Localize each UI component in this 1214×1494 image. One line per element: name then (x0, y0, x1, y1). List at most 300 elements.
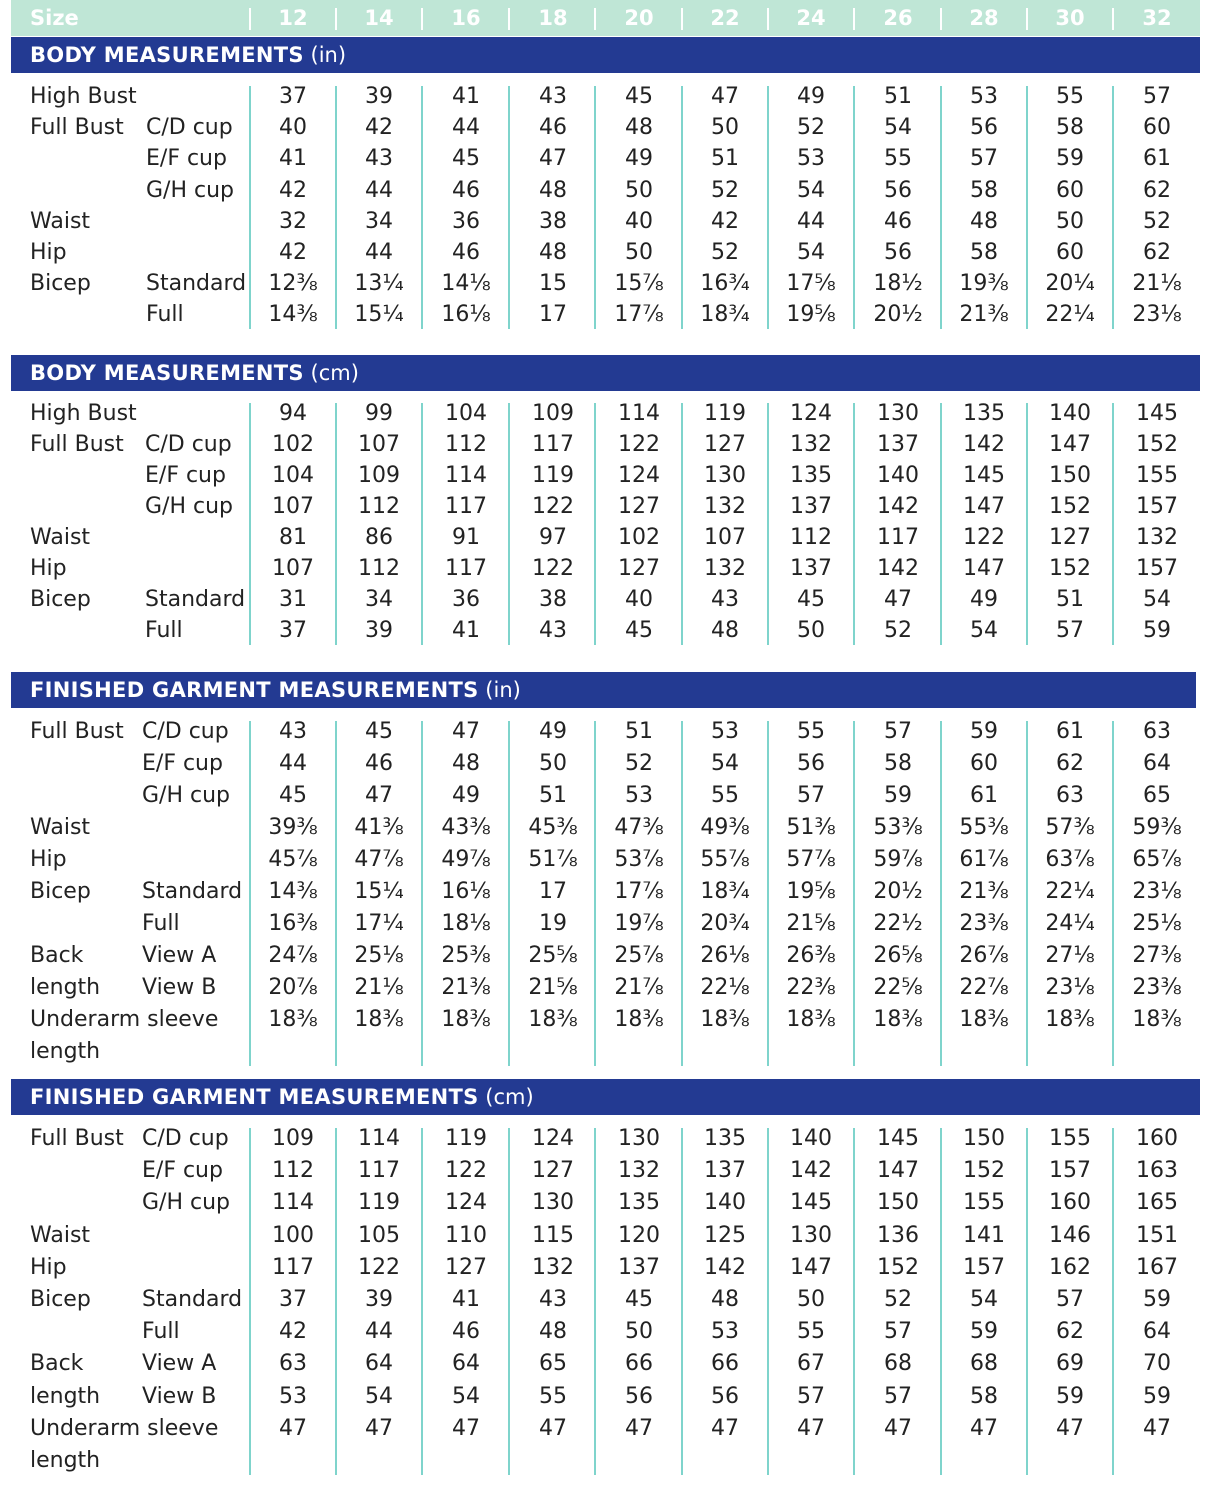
table-cell: 70 (1143, 1351, 1171, 1377)
table-cell: 18⅜ (873, 1007, 923, 1032)
table-cell: 22⅞ (959, 975, 1009, 1000)
table-cell: 22⅜ (786, 975, 836, 1000)
table-cell: 49⅞ (441, 847, 491, 872)
table-cell: 147 (877, 1158, 919, 1184)
table-cell: 55 (884, 146, 912, 172)
table-cell: 142 (704, 1254, 746, 1280)
table-cell: 48 (539, 177, 567, 203)
table-cell: 100 (272, 1222, 314, 1248)
table-cell: 55 (1056, 84, 1084, 109)
table-cell: 127 (704, 432, 746, 457)
table-cell: 47 (797, 1415, 825, 1441)
table-cell: 18⅜ (959, 1007, 1009, 1032)
table-cell: 117 (532, 432, 574, 457)
table-cell: 42 (279, 177, 307, 203)
table-cell: 45 (625, 618, 653, 643)
table-cell: 112 (358, 556, 400, 581)
table-cell: 47 (365, 1415, 393, 1441)
row-label: Full Bust (30, 719, 124, 744)
table-cell: 141 (963, 1222, 1005, 1248)
table-cell: 14⅜ (268, 302, 318, 328)
row-sublabel: C/D cup (142, 1126, 229, 1151)
table-cell: 34 (365, 587, 393, 612)
table-cell: 56 (884, 177, 912, 203)
table-cell: 18⅜ (786, 1007, 836, 1032)
table-cell: 56 (970, 115, 998, 141)
table-cell: 150 (963, 1126, 1005, 1151)
table-cell: 18⅜ (268, 1007, 318, 1032)
table-cell: 60 (1143, 115, 1171, 141)
table-cell: 17 (539, 302, 567, 328)
table-cell: 109 (532, 401, 574, 426)
table-cell: 59⅜ (1132, 815, 1182, 840)
size-divider (508, 8, 510, 30)
table-cell: 137 (790, 556, 832, 581)
table-cell: 130 (618, 1126, 660, 1151)
table-cell: 22½ (873, 911, 923, 936)
table-cell: 45 (452, 146, 480, 172)
table-cell: 53 (797, 146, 825, 172)
table-cell: 65⅞ (1132, 847, 1182, 872)
table-cell: 63⅞ (1045, 847, 1095, 872)
table-cell: 43⅜ (441, 815, 491, 840)
table-cell: 20½ (873, 879, 923, 904)
table-cell: 26⅛ (700, 943, 750, 968)
size-26: 26 (883, 6, 913, 30)
table-cell: 51 (711, 146, 739, 172)
table-cell: 112 (445, 432, 487, 457)
table-cell: 51⅜ (786, 815, 836, 840)
table-cell: 115 (532, 1222, 574, 1248)
table-cell: 36 (452, 587, 480, 612)
table-cell: 117 (358, 1158, 400, 1184)
table-cell: 54 (1143, 587, 1171, 612)
table-cell: 53 (625, 783, 653, 808)
table-cell: 54 (970, 1287, 998, 1312)
table-cell: 48 (970, 208, 998, 234)
table-cell: 17¼ (354, 911, 404, 936)
table-cell: 55 (797, 1319, 825, 1345)
table-cell: 54 (884, 115, 912, 141)
row-label: Hip (30, 556, 67, 581)
row-sublabel: Full (145, 618, 183, 643)
table-cell: 21⅛ (354, 975, 404, 1000)
row-label: Bicep (30, 1287, 91, 1312)
table-cell: 12⅜ (268, 271, 318, 297)
table-cell: 45 (365, 719, 393, 744)
table-cell: 52 (711, 177, 739, 203)
table-cell: 51 (625, 719, 653, 744)
table-cell: 49 (539, 719, 567, 744)
table-cell: 107 (272, 494, 314, 519)
table-cell: 57 (797, 783, 825, 808)
size-divider (594, 8, 596, 30)
table-cell: 117 (445, 494, 487, 519)
row-label: Bicep (30, 879, 91, 904)
row-sublabel: E/F cup (142, 1158, 223, 1184)
section-banner (11, 672, 1196, 708)
row-sublabel: C/D cup (146, 115, 233, 141)
table-cell: 163 (1136, 1158, 1178, 1184)
table-cell: 145 (790, 1190, 832, 1216)
row-sublabel: E/F cup (145, 463, 226, 488)
table-cell: 56 (625, 1383, 653, 1409)
table-cell: 17 (539, 879, 567, 904)
table-cell: 57 (884, 1383, 912, 1409)
table-cell: 21⅛ (1132, 271, 1182, 297)
table-cell: 16⅜ (268, 911, 318, 936)
table-cell: 50 (797, 1287, 825, 1312)
section-banner (11, 1079, 1200, 1115)
table-cell: 49 (970, 587, 998, 612)
table-cell: 18¾ (700, 879, 750, 904)
table-cell: 142 (877, 494, 919, 519)
table-cell: 15⅞ (614, 271, 664, 297)
table-cell: 105 (358, 1222, 400, 1248)
table-cell: 59 (1143, 1383, 1171, 1409)
table-cell: 132 (704, 556, 746, 581)
table-cell: 23⅜ (1132, 975, 1182, 1000)
table-cell: 152 (1049, 494, 1091, 519)
size-28: 28 (969, 6, 999, 30)
size-divider (249, 8, 251, 30)
table-cell: 55 (797, 719, 825, 744)
row-sublabel: G/H cup (145, 494, 233, 519)
table-cell: 39 (365, 1287, 393, 1312)
table-cell: 160 (1049, 1190, 1091, 1216)
row-label: length (30, 1039, 101, 1064)
table-cell: 23⅜ (959, 911, 1009, 936)
row-label: Back (30, 943, 84, 968)
table-cell: 42 (711, 208, 739, 234)
table-cell: 119 (358, 1190, 400, 1216)
table-cell: 49 (797, 84, 825, 109)
table-cell: 49 (625, 146, 653, 172)
table-cell: 44 (365, 1319, 393, 1345)
table-cell: 39 (365, 618, 393, 643)
table-cell: 145 (877, 1126, 919, 1151)
table-cell: 44 (452, 115, 480, 141)
section-unit: (in) (485, 678, 521, 702)
section-title-text: FINISHED GARMENT MEASUREMENTS (30, 678, 479, 702)
row-label: Hip (30, 1254, 67, 1280)
table-cell: 47⅜ (614, 815, 664, 840)
table-cell: 37 (279, 1287, 307, 1312)
table-cell: 124 (532, 1126, 574, 1151)
size-24: 24 (796, 6, 826, 30)
table-cell: 53⅞ (614, 847, 664, 872)
table-cell: 52 (884, 618, 912, 643)
table-cell: 41 (452, 618, 480, 643)
table-cell: 59 (1143, 618, 1171, 643)
table-cell: 26⅜ (786, 943, 836, 968)
table-cell: 140 (704, 1190, 746, 1216)
row-sublabel: Standard (142, 879, 243, 904)
row-label: Underarm sleeve (30, 1415, 219, 1441)
row-sublabel: E/F cup (142, 751, 223, 776)
table-cell: 54 (711, 751, 739, 776)
table-cell: 41 (279, 146, 307, 172)
table-cell: 130 (704, 463, 746, 488)
table-cell: 155 (1049, 1126, 1091, 1151)
table-cell: 147 (963, 494, 1005, 519)
table-cell: 146 (1049, 1222, 1091, 1248)
table-cell: 47 (539, 1415, 567, 1441)
row-sublabel: View B (142, 1383, 217, 1409)
table-cell: 46 (365, 751, 393, 776)
table-cell: 119 (532, 463, 574, 488)
table-cell: 50 (625, 177, 653, 203)
table-cell: 41 (452, 1287, 480, 1312)
table-cell: 137 (704, 1158, 746, 1184)
row-label: length (30, 975, 101, 1000)
table-cell: 47 (1143, 1415, 1171, 1441)
size-18: 18 (538, 6, 568, 30)
size-divider (853, 8, 855, 30)
table-cell: 21⅜ (959, 879, 1009, 904)
table-cell: 47 (625, 1415, 653, 1441)
table-cell: 16⅛ (441, 879, 491, 904)
row-label: Waist (30, 208, 91, 234)
table-cell: 18⅜ (354, 1007, 404, 1032)
section-title-text: BODY MEASUREMENTS (30, 361, 304, 385)
size-divider (940, 8, 942, 30)
table-cell: 132 (704, 494, 746, 519)
table-cell: 27⅜ (1132, 943, 1182, 968)
table-cell: 45 (797, 587, 825, 612)
table-cell: 47 (279, 1415, 307, 1441)
row-label: length (30, 1383, 101, 1409)
table-cell: 52 (797, 115, 825, 141)
table-cell: 15¼ (354, 879, 404, 904)
table-cell: 112 (358, 494, 400, 519)
table-cell: 102 (272, 432, 314, 457)
table-cell: 124 (790, 401, 832, 426)
size-20: 20 (624, 6, 654, 30)
row-sublabel: Full (142, 911, 180, 936)
table-cell: 47 (884, 587, 912, 612)
row-sublabel: Full (142, 1319, 180, 1345)
table-cell: 48 (452, 751, 480, 776)
size-label: Size (30, 6, 79, 30)
row-sublabel: G/H cup (146, 177, 234, 203)
table-cell: 62 (1056, 751, 1084, 776)
table-cell: 40 (625, 587, 653, 612)
table-cell: 18⅜ (700, 1007, 750, 1032)
table-cell: 40 (625, 208, 653, 234)
table-cell: 21⅝ (786, 911, 836, 936)
table-cell: 140 (877, 463, 919, 488)
table-cell: 132 (618, 1158, 660, 1184)
table-cell: 60 (1056, 240, 1084, 265)
row-label: High Bust (30, 84, 137, 109)
table-cell: 20⅞ (268, 975, 318, 1000)
table-cell: 59 (970, 1319, 998, 1345)
row-label: Bicep (30, 587, 91, 612)
table-cell: 42 (365, 115, 393, 141)
table-cell: 114 (272, 1190, 314, 1216)
row-sublabel: Standard (146, 271, 247, 297)
table-cell: 18⅜ (614, 1007, 664, 1032)
table-cell: 55 (711, 783, 739, 808)
table-cell: 50 (625, 240, 653, 265)
table-cell: 21⅜ (441, 975, 491, 1000)
table-cell: 167 (1136, 1254, 1178, 1280)
table-cell: 18¾ (700, 302, 750, 328)
table-cell: 17⅞ (614, 879, 664, 904)
table-cell: 64 (452, 1351, 480, 1377)
table-cell: 122 (532, 556, 574, 581)
table-cell: 152 (963, 1158, 1005, 1184)
table-cell: 86 (365, 525, 393, 550)
row-label: Full Bust (30, 115, 124, 141)
table-cell: 135 (704, 1126, 746, 1151)
table-cell: 64 (365, 1351, 393, 1377)
table-cell: 157 (1049, 1158, 1091, 1184)
table-cell: 57⅞ (786, 847, 836, 872)
table-cell: 152 (877, 1254, 919, 1280)
table-cell: 24¼ (1045, 911, 1095, 936)
table-cell: 15¼ (354, 302, 404, 328)
table-cell: 50 (797, 618, 825, 643)
table-cell: 114 (445, 463, 487, 488)
size-header-row (11, 0, 1200, 36)
table-cell: 142 (790, 1158, 832, 1184)
table-cell: 57 (1056, 618, 1084, 643)
table-cell: 112 (272, 1158, 314, 1184)
table-cell: 22¼ (1045, 302, 1095, 328)
size-30: 30 (1055, 6, 1085, 30)
table-cell: 38 (539, 587, 567, 612)
table-cell: 52 (1143, 208, 1171, 234)
table-cell: 25⅞ (614, 943, 664, 968)
section-title (30, 361, 359, 385)
table-cell: 19⅝ (786, 302, 836, 328)
section-title-text: BODY MEASUREMENTS (30, 43, 304, 67)
table-cell: 53 (970, 84, 998, 109)
table-cell: 51⅞ (528, 847, 578, 872)
table-cell: 145 (1136, 401, 1178, 426)
table-cell: 42 (279, 240, 307, 265)
row-sublabel: G/H cup (142, 1190, 230, 1216)
table-cell: 127 (532, 1158, 574, 1184)
table-cell: 19⅞ (614, 911, 664, 936)
table-cell: 45 (625, 1287, 653, 1312)
table-cell: 56 (711, 1383, 739, 1409)
table-cell: 18⅜ (1132, 1007, 1182, 1032)
table-cell: 58 (970, 177, 998, 203)
section-title (30, 43, 346, 67)
table-cell: 23⅛ (1132, 879, 1182, 904)
table-cell: 54 (365, 1383, 393, 1409)
table-cell: 22⅝ (873, 975, 923, 1000)
table-cell: 14⅛ (441, 271, 491, 297)
table-cell: 122 (445, 1158, 487, 1184)
table-cell: 47 (711, 1415, 739, 1441)
table-cell: 122 (532, 494, 574, 519)
row-label: Bicep (30, 271, 91, 297)
table-cell: 162 (1049, 1254, 1091, 1280)
row-label: Back (30, 1351, 84, 1377)
table-cell: 59 (1056, 1383, 1084, 1409)
table-cell: 49 (452, 783, 480, 808)
table-cell: 54 (797, 177, 825, 203)
table-cell: 61 (1056, 719, 1084, 744)
table-cell: 132 (790, 432, 832, 457)
table-cell: 127 (1049, 525, 1091, 550)
row-label: Hip (30, 240, 67, 265)
table-cell: 64 (1143, 751, 1171, 776)
table-cell: 18½ (873, 271, 923, 297)
row-sublabel: C/D cup (142, 719, 229, 744)
table-cell: 140 (1049, 401, 1091, 426)
table-cell: 56 (884, 240, 912, 265)
table-cell: 38 (539, 208, 567, 234)
table-cell: 57 (970, 146, 998, 172)
table-cell: 18⅜ (441, 1007, 491, 1032)
table-cell: 107 (358, 432, 400, 457)
table-cell: 59⅞ (873, 847, 923, 872)
table-cell: 51 (884, 84, 912, 109)
table-cell: 58 (970, 240, 998, 265)
table-cell: 147 (1049, 432, 1091, 457)
table-cell: 62 (1143, 177, 1171, 203)
size-16: 16 (451, 6, 481, 30)
table-cell: 150 (1049, 463, 1091, 488)
table-cell: 59 (884, 783, 912, 808)
table-cell: 117 (272, 1254, 314, 1280)
table-cell: 152 (1136, 432, 1178, 457)
table-cell: 127 (445, 1254, 487, 1280)
table-cell: 18⅜ (528, 1007, 578, 1032)
table-cell: 137 (877, 432, 919, 457)
table-cell: 68 (970, 1351, 998, 1377)
table-cell: 20¾ (700, 911, 750, 936)
table-cell: 48 (711, 618, 739, 643)
table-cell: 47⅞ (354, 847, 404, 872)
table-cell: 51 (539, 783, 567, 808)
table-cell: 124 (618, 463, 660, 488)
table-cell: 45⅜ (528, 815, 578, 840)
table-cell: 47 (711, 84, 739, 109)
table-cell: 44 (279, 751, 307, 776)
table-cell: 41⅜ (354, 815, 404, 840)
table-cell: 66 (625, 1351, 653, 1377)
table-cell: 104 (445, 401, 487, 426)
table-cell: 53 (711, 719, 739, 744)
table-cell: 157 (1136, 494, 1178, 519)
table-cell: 107 (272, 556, 314, 581)
table-cell: 37 (279, 618, 307, 643)
table-cell: 56 (797, 751, 825, 776)
table-cell: 46 (452, 177, 480, 203)
table-cell: 19⅝ (786, 879, 836, 904)
row-label: Full Bust (30, 1126, 124, 1151)
table-cell: 120 (618, 1222, 660, 1248)
table-cell: 26⅞ (959, 943, 1009, 968)
table-cell: 47 (365, 783, 393, 808)
table-cell: 145 (963, 463, 1005, 488)
section-unit: (cm) (310, 361, 359, 385)
table-cell: 61 (970, 783, 998, 808)
table-cell: 24⅞ (268, 943, 318, 968)
table-cell: 43 (711, 587, 739, 612)
row-sublabel: Standard (145, 587, 246, 612)
row-label: Hip (30, 847, 67, 872)
table-cell: 25⅜ (441, 943, 491, 968)
table-cell: 45 (625, 84, 653, 109)
table-cell: 25⅛ (354, 943, 404, 968)
